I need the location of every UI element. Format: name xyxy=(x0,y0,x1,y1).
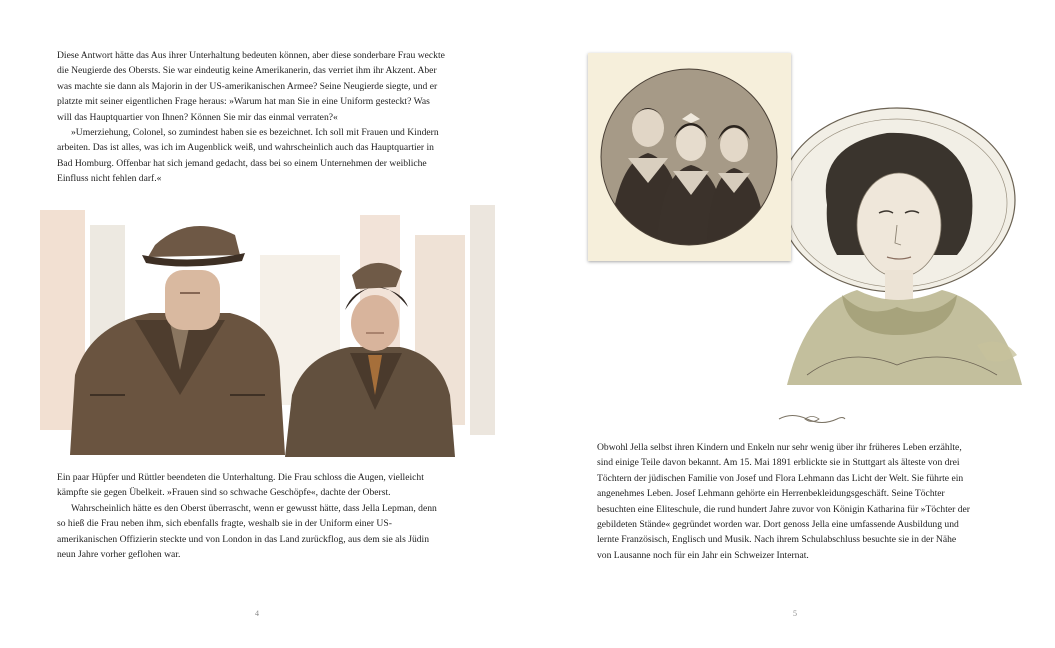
paragraph: Wahrscheinlich hätte es den Oberst überrascht, wenn er gewusst hätte, dass Jella Lepman, denn so hieß die Frau neben ihm, sich ebenfalls fragte, weshalb sie in der Uniform einer US-amerikanischen Offizierin steckte und von London in das Land zurückflog, aus dem sie als Jüdin neun Jahre vorher geflohen war. xyxy=(57,502,437,561)
paragraph: Obwohl Jella selbst ihren Kindern und Enkeln nur sehr wenig über ihr früheres Leben erzählte, sind einige Teile davon bekannt. Am 15. Mai 1891 erblickte sie in Stuttgart als älteste von drei Töchtern der jüdischen Familie von Josef und Flora Lehmann das Licht der Welt. Sie führte ein angenehmes Leben. Josef Lehmann gehörte ein Herrenbekleidungsgeschäft. Seine Töchter besuchten eine Eliteschule, die rund hundert Jahre zuvor von Königin Katharina für »Töchter der gebildeten Stände« gegründet worden war. Dort genoss Jella eine umfassende Ausbildung und lernte Französisch, Englisch und Musik. Nach ihrem Schulabschluss besuchte sie in der Nähe von Lausanne noch für ein Jahr ein Schweizer Internat. xyxy=(597,442,970,561)
historic-photo-frame xyxy=(588,53,791,261)
soldiers-illustration xyxy=(30,195,500,463)
three-sisters-photo xyxy=(588,53,791,261)
left-page xyxy=(0,0,527,648)
page-number: 5 xyxy=(793,609,797,618)
page-number: 4 xyxy=(255,609,259,618)
decorative-flourish xyxy=(777,410,847,428)
paragraph: Diese Antwort hätte das Aus ihrer Unterhaltung bedeuten können, aber diese sonderbare Frau weckte die Neugierde des Obersts. Sie war eindeutig keine Amerikanerin, das verriet ihm ihr Akzent. Aber was machte sie dann als Majorin in der US-amerikanischen Armee? Seine Neugierde siegte, und er platzte mit seiner eigentlichen Frage heraus: »Warum hat man Sie in eine Uniform gesteckt? Was will das Hauptquartier von Ihnen? Können Sie mir das einmal verraten?« xyxy=(57,50,445,123)
left-top-text xyxy=(57,48,447,187)
paragraph: »Umerziehung, Colonel, so zumindest haben sie es bezeichnet. Ich soll mit Frauen und Kindern arbeiten. Das ist alles, was ich im Augenblick weiß, und wahrscheinlich auch das Hauptquartier in Bad Homburg. Offenbar hat sich jemand gedacht, dass bei so einem Unternehmen der weibliche Einfluss nicht fehlen darf.« xyxy=(57,127,439,185)
portrait-illustration xyxy=(747,85,1047,420)
right-page xyxy=(527,0,1055,648)
left-bottom-text xyxy=(57,470,442,562)
right-text xyxy=(597,440,972,563)
paragraph: Ein paar Hüpfer und Rüttler beendeten die Unterhaltung. Die Frau schloss die Augen, vielleicht kämpfte sie gegen Übelkeit. »Frauen sind so schwache Geschöpfe«, dachte der Oberst. xyxy=(57,472,424,499)
